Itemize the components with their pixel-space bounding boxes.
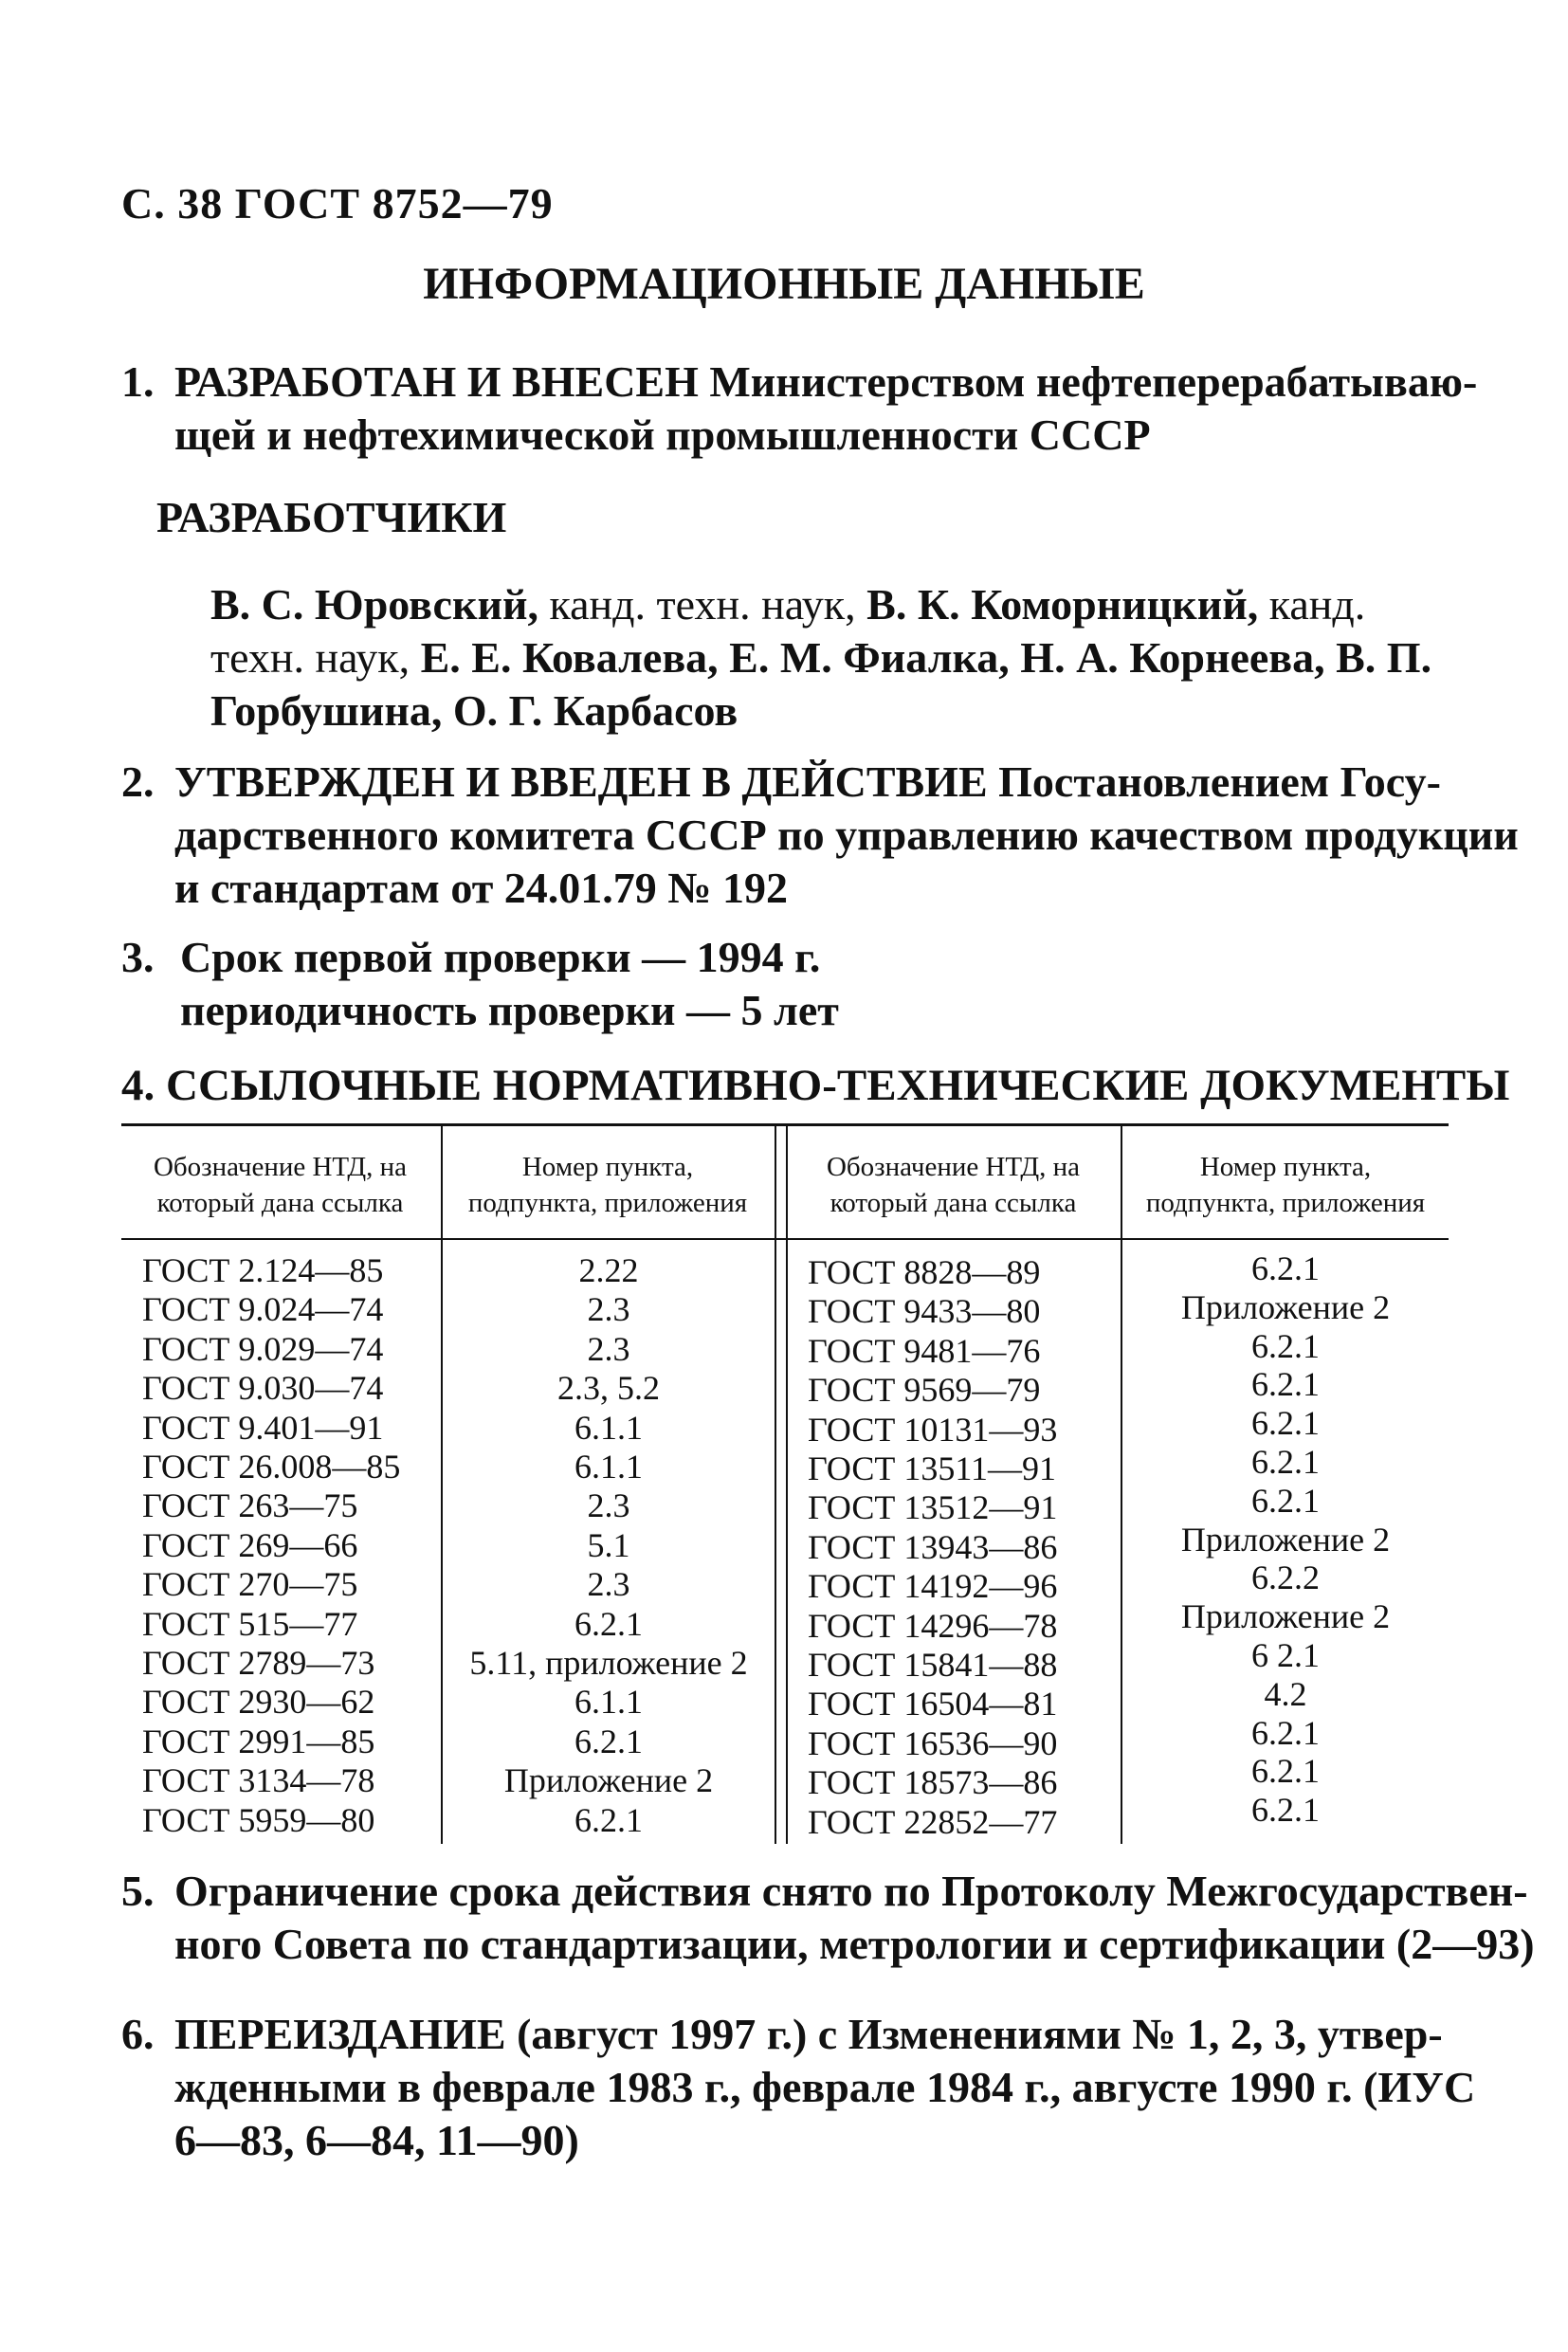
section-1-line-1-rest: Министерством нефтеперерабатываю- [709,357,1478,406]
developer-degree-1: канд. техн. наук, [538,580,867,629]
section-1-lead: РАЗРАБОТАН И ВНЕСЕН [174,357,699,406]
section-1-line-1 [174,356,1477,409]
table-divider-3 [1121,1126,1122,1844]
table-header-3-line-1: Обозначение НТД, на [826,1152,1080,1182]
section-3 [121,931,1449,1037]
table-divider-1 [441,1126,443,1844]
section-6-line-2: жденными в феврале 1983 г., феврале 1984 г., августе 1990 г. (ИУС [174,2063,1476,2111]
section-2-line-2: дарственного комитета СССР по управлению качеством продукции [174,811,1519,859]
table-header-2-line-2: подпункта, приложения [467,1188,748,1218]
right-items-column: 6.2.1 Приложение 2 6.2.1 6.2.1 6.2.1 6.2.1 6.2.1 Приложение 2 6.2.2 Приложение 2 6 2.1 4.2 6.2.1 6.2.1 6.2.1 [1180,1249,1391,1830]
developers-line-3: Горбушина, О. Г. Карбасов [210,686,738,735]
table-header-3 [788,1149,1119,1221]
page-title: ИНФОРМАЦИОННЫЕ ДАННЫЕ [423,259,1145,309]
section-6-number: 6. [121,2010,155,2058]
table-header-4-line-2: подпункта, приложения [1145,1188,1426,1218]
section-2-number: 2. [121,757,155,806]
page-header: С. 38 ГОСТ 8752—79 [121,179,554,228]
table-header-1 [121,1149,439,1221]
left-items-column: 2.22 2.3 2.3 2.3, 5.2 6.1.1 6.1.1 2.3 5.1 2.3 6.2.1 5.11, приложение 2 6.1.1 6.2.1 Приложение 2 6.2.1 [469,1251,748,1839]
table-header-4 [1122,1149,1449,1221]
section-6-lead: ПЕРЕИЗДАНИЕ [174,2010,506,2058]
developer-name-1: В. С. Юровский, [210,580,538,629]
section-6-body [174,2008,1475,2167]
section-1-body [174,356,1477,462]
section-1-line-2: щей и нефтехимической промышленности СССР [174,410,1151,459]
section-3-body [180,931,839,1037]
section-2 [121,756,1519,915]
right-docs-column: ГОСТ 8828—89 ГОСТ 9433—80 ГОСТ 9481—76 ГОСТ 9569—79 ГОСТ 10131—93 ГОСТ 13511—91 ГОСТ 13512—91 ГОСТ 13943—86 ГОСТ 14192—96 ГОСТ 14296—78 ГОСТ 15841—88 ГОСТ 16504—81 ГОСТ 16536—90 ГОСТ 18573—86 ГОСТ 22852—77 [808,1253,1058,1841]
section-1 [121,356,1478,462]
section-2-line-3: и стандартам от 24.01.79 № 192 [174,864,789,912]
developers-line-2 [210,631,1431,684]
developer-name-2: В. К. Коморницкий, [866,580,1259,629]
section-5 [121,1865,1535,1971]
section-3-number: 3. [121,933,155,981]
table-header-rule [121,1238,1449,1240]
section-6-line-1 [174,2008,1475,2061]
section-1-number: 1. [121,357,155,406]
table-divider-2b [786,1126,788,1844]
developers-line-1 [210,578,1431,631]
table-header-1-line-1: Обозначение НТД, на [153,1152,407,1182]
left-docs-column: ГОСТ 2.124—85 ГОСТ 9.024—74 ГОСТ 9.029—74 ГОСТ 9.030—74 ГОСТ 9.401—91 ГОСТ 26.008—85 ГОСТ 263—75 ГОСТ 269—66 ГОСТ 270—75 ГОСТ 515—77 ГОСТ 2789—73 ГОСТ 2930—62 ГОСТ 2991—85 ГОСТ 3134—78 ГОСТ 5959—80 [142,1251,401,1839]
developer-degree-3: техн. наук, [210,633,421,682]
section-6-line-1-rest: (август 1997 г.) с Изменениями № 1, 2, 3, утвер- [505,2010,1443,2058]
developer-names-3: Е. Е. Ковалева, Е. М. Фиалка, Н. А. Корнеева, В. П. [420,633,1432,682]
section-3-line-1: Срок первой проверки — 1994 г. [180,933,821,981]
developer-degree-2: канд. [1258,580,1366,629]
section-3-line-2: периодичность проверки — 5 лет [180,986,839,1034]
section-5-number: 5. [121,1867,155,1915]
developers-list [210,578,1431,738]
section-5-body [174,1865,1535,1971]
section-2-body [174,756,1519,915]
table-header-2 [443,1149,773,1221]
table-header-1-line-2: который дана ссылка [156,1188,404,1218]
section-6-line-3: 6—83, 6—84, 11—90) [174,2116,579,2164]
table-top-rule [121,1123,1449,1126]
table-divider-2a [775,1126,776,1844]
table-header-4-line-1: Номер пункта, [1199,1152,1372,1182]
section-5-line-2: ного Совета по стандартизации, метрологии и сертификации (2—93) [174,1920,1535,1968]
section-6 [121,2008,1476,2167]
section-4-heading: 4. ССЫЛОЧНЫЕ НОРМАТИВНО-ТЕХНИЧЕСКИЕ ДОКУМЕНТЫ [121,1061,1510,1110]
section-5-line-1: Ограничение срока действия снято по Протоколу Межгосударствен- [174,1867,1528,1915]
section-2-line-1: УТВЕРЖДЕН И ВВЕДЕН В ДЕЙСТВИЕ Постановлением Госу- [174,757,1441,806]
developers-heading: РАЗРАБОТЧИКИ [156,493,507,541]
table-header-2-line-1: Номер пункта, [521,1152,694,1182]
table-header-3-line-2: который дана ссылка [830,1188,1077,1218]
